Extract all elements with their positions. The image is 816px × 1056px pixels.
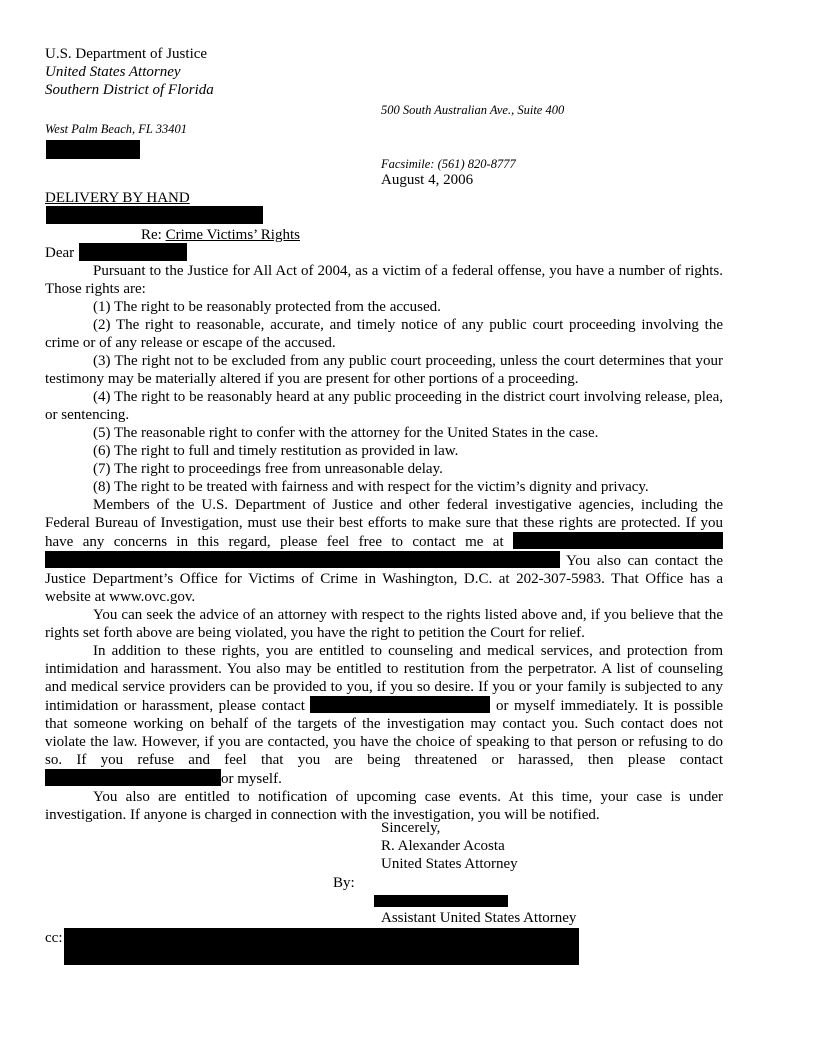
paragraph-members-a: Members of the U.S. Department of Justice and other federal investigative agencies, including the Federal Bureau of Investigation, must use their best efforts to make sure that these rights are protected. If you have any concerns in this regard, please feel free to contact me at [45, 497, 723, 550]
redacted-block-salutation-name [79, 243, 187, 261]
redacted-block-phone [46, 140, 140, 159]
paragraph-addition-c: or myself. [221, 771, 282, 787]
signature-title: United States Attorney [381, 856, 518, 872]
re-prefix: Re: [141, 227, 166, 243]
paragraph-right-2: (2) The right to reasonable, accurate, and timely notice of any public court proceeding involving the crime or of any release or escape of the accused. [45, 317, 723, 351]
redacted-inline-contact-2 [310, 696, 490, 713]
redacted-inline-contact-3 [45, 769, 221, 786]
salutation: Dear [45, 245, 75, 261]
paragraph-members-b: You also can contact the Justice Department’s Office for Victims of Crime in Washington, D.C. at 202-307-5983. That Office has a website at www.ovc.gov. [45, 553, 723, 605]
paragraph-members [45, 496, 723, 606]
redacted-block-signer [374, 895, 508, 907]
address-facsimile: Facsimile: (561) 820-8777 [381, 157, 516, 171]
paragraph-addition-b: or myself immediately. It is possible that someone working on behalf of the targets of the investigation may contact you. Such contact does not violate the law. However, if you are contacted, you have the choice of speaking to that person or refusing to do so. If you refuse and feel that you are being threatened or harassed, then please contact [45, 698, 724, 768]
paragraph-right-1: (1) The right to be reasonably protected from the accused. [93, 299, 441, 315]
paragraph-right-8: (8) The right to be treated with fairness and with respect for the victim’s dignity and privacy. [93, 479, 649, 495]
letterhead-office: United States Attorney [45, 64, 181, 80]
paragraph-right-7: (7) The right to proceedings free from unreasonable delay. [93, 461, 443, 477]
paragraph-right-5: (5) The reasonable right to confer with the attorney for the United States in the case. [93, 425, 599, 441]
redacted-inline-contact-cont [45, 551, 560, 568]
paragraph-right-3: (3) The right not to be excluded from any public court proceeding, unless the court determines that your testimony may be materially altered if you are present for other portions of a proceeding. [45, 353, 723, 387]
re-line [141, 226, 300, 244]
paragraph-intro: Pursuant to the Justice for All Act of 2004, as a victim of a federal offense, you have a number of rights. Those rights are: [45, 263, 723, 297]
paragraph-addition [45, 642, 723, 788]
paragraph-advice: You can seek the advice of an attorney with respect to the rights listed above and, if you believe that the rights set forth above are being violated, you have the right to petition the Court for relief. [45, 607, 723, 641]
paragraph-notification: You also are entitled to notification of upcoming case events. At this time, your case is under investigation. If anyone is charged in connection with the investigation, you will be notified. [45, 789, 723, 823]
redacted-inline-contact [513, 532, 723, 549]
paragraph-right-6: (6) The right to full and timely restitution as provided in law. [93, 443, 459, 459]
signature-name: R. Alexander Acosta [381, 838, 505, 854]
redacted-block-cc [64, 928, 579, 965]
signature-assistant-title: Assistant United States Attorney [381, 910, 577, 926]
letter-body [45, 262, 723, 824]
paragraph-addition-a: In addition to these rights, you are entitled to counseling and medical services, and protection from intimidation and harassment. You also may be entitled to restitution from the perpetrator. A list of counseling and medical service providers can be provided to you, if you so desire. If you or your family is subjected to any intimidation or harassment, please contact [45, 643, 723, 714]
paragraph-right-4: (4) The right to be reasonably heard at any public proceeding in the district court involving release, plea, or sentencing. [45, 389, 723, 423]
delivery-method: DELIVERY BY HAND [45, 190, 190, 206]
cc-label: cc: [45, 930, 63, 946]
address-city: West Palm Beach, FL 33401 [45, 122, 188, 136]
letter-date: August 4, 2006 [381, 172, 474, 188]
letterhead-department: U.S. Department of Justice [45, 46, 208, 62]
letterhead-district: Southern District of Florida [45, 82, 214, 98]
signature-closing: Sincerely, [381, 820, 441, 836]
redacted-block-recipient [46, 206, 263, 224]
address-street: 500 South Australian Ave., Suite 400 [381, 103, 565, 117]
re-subject: Crime Victims’ Rights [165, 227, 300, 243]
signature-by: By: [333, 875, 355, 891]
